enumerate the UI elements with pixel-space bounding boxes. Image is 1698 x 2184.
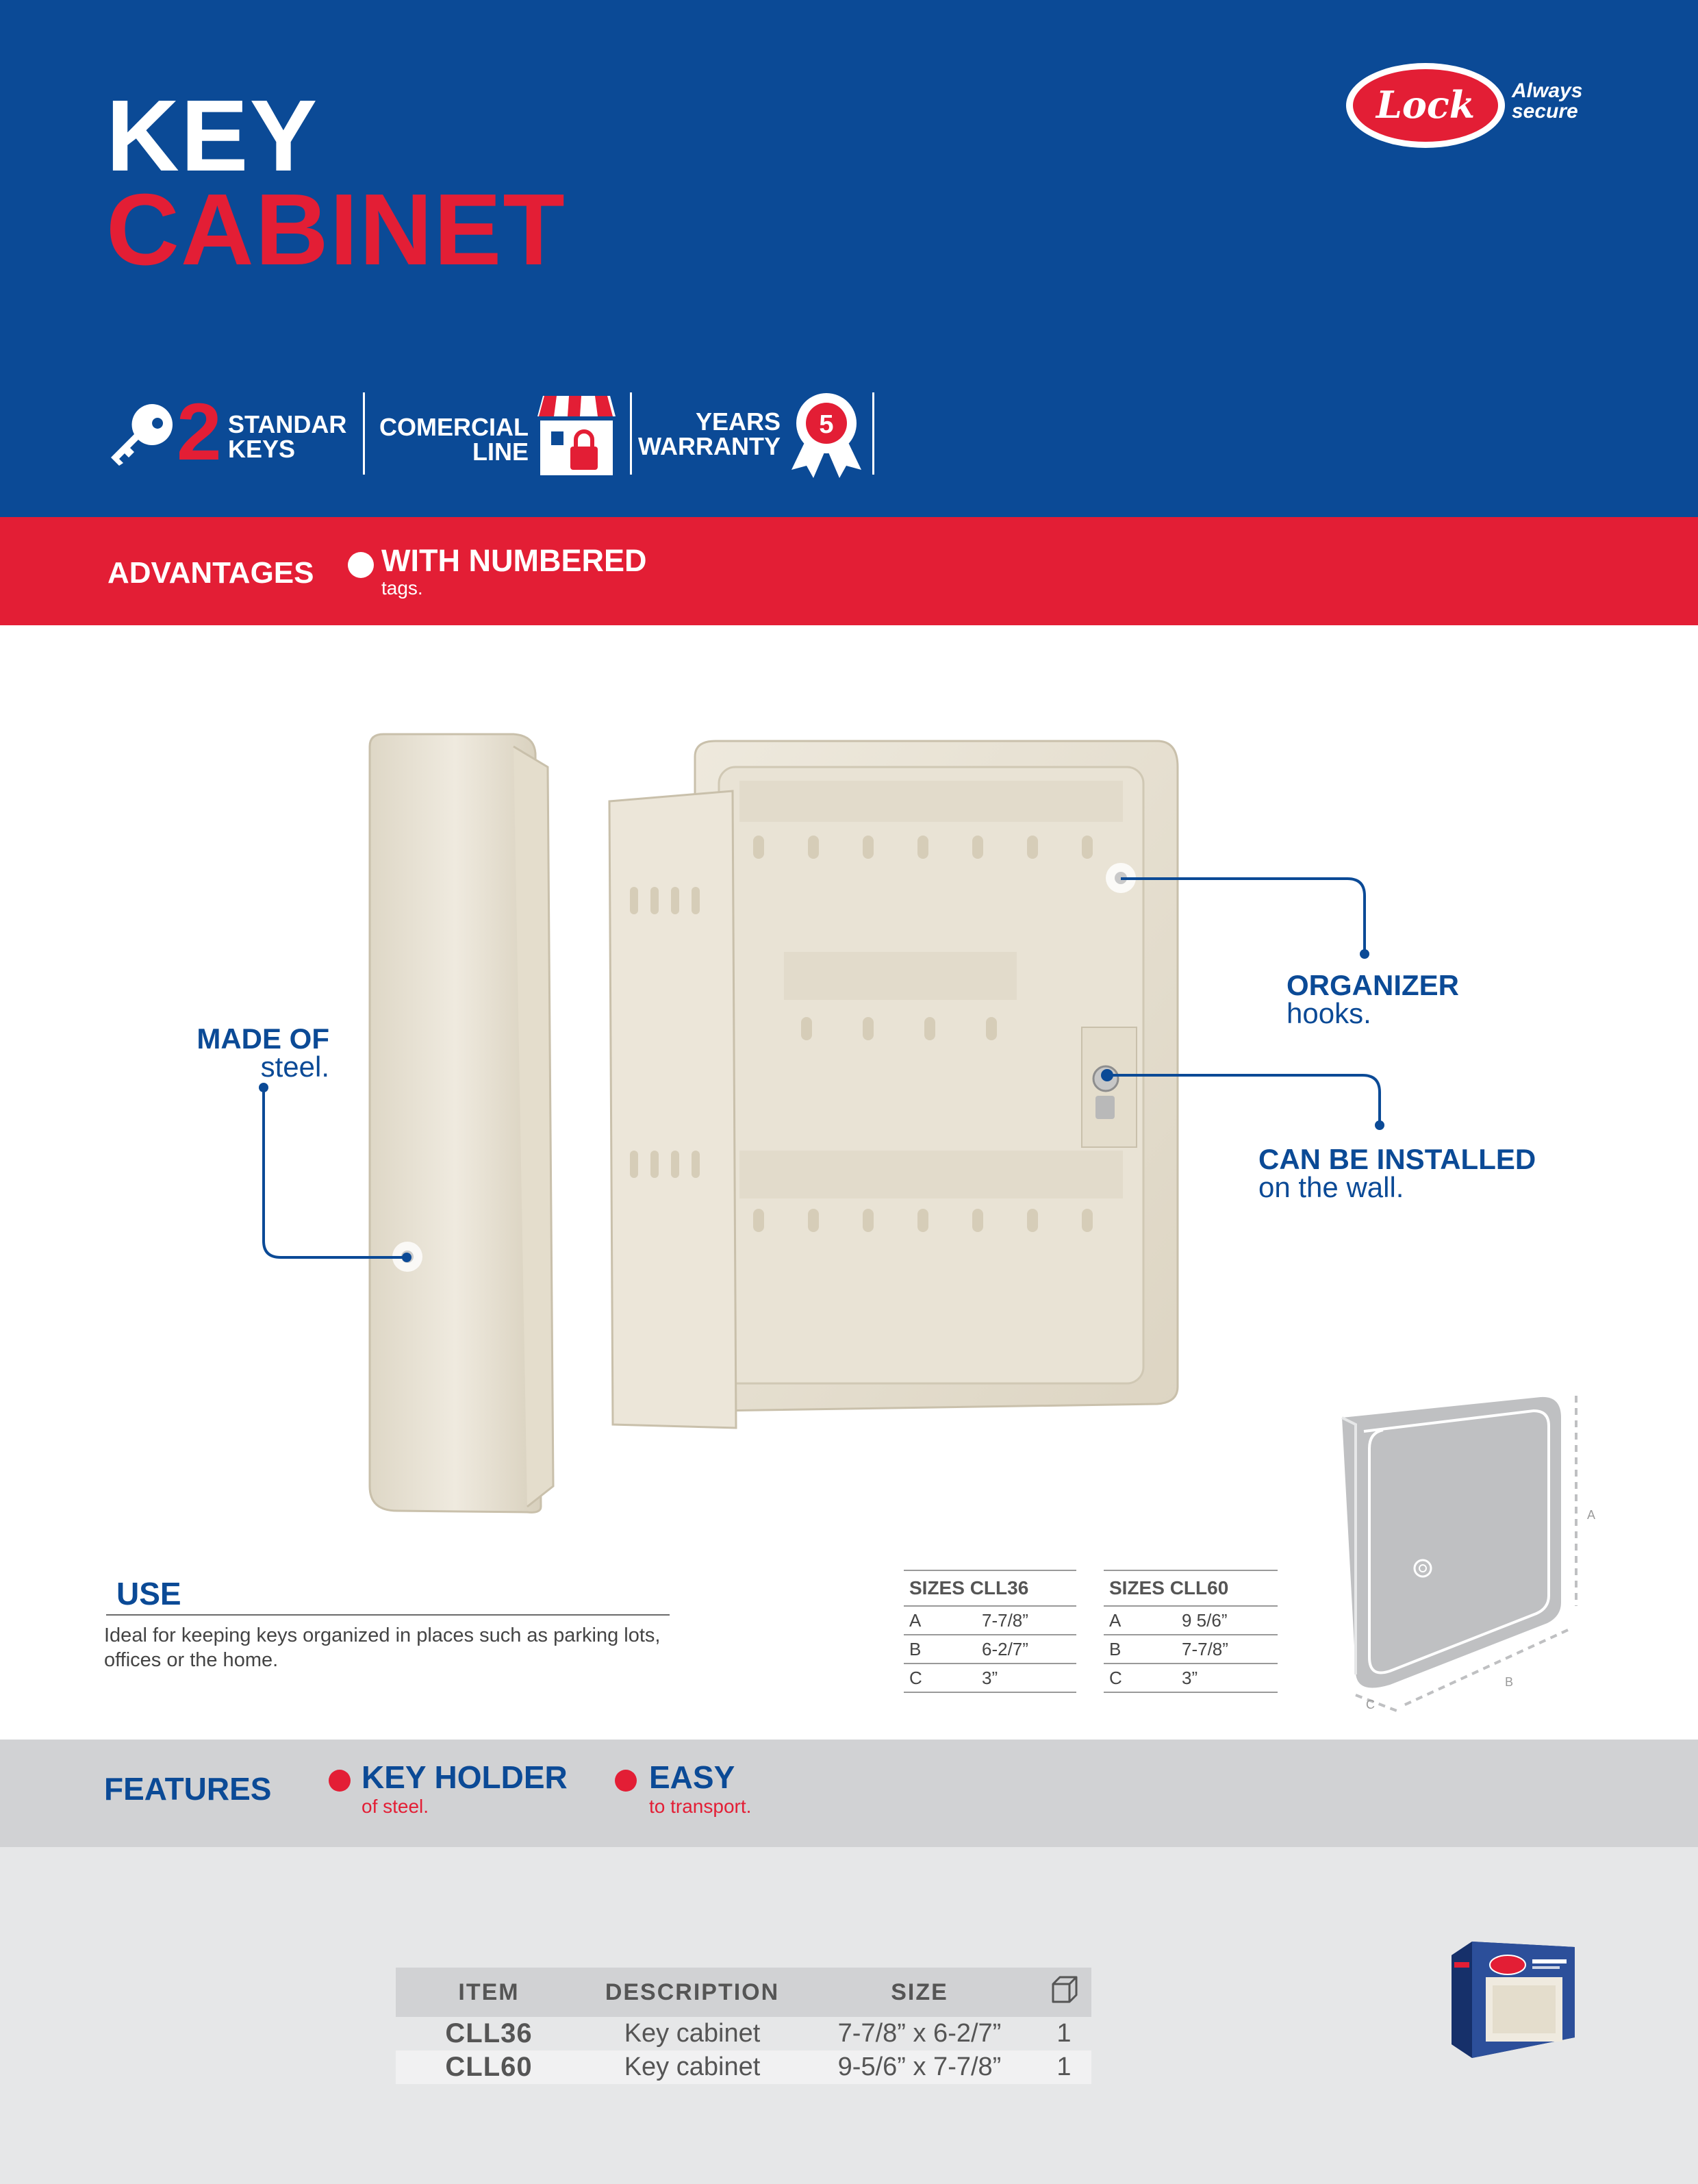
warranty-label-line2: WARRANTY	[638, 432, 781, 460]
lock-logo	[1343, 60, 1508, 151]
item-description: Key cabinet	[624, 2019, 761, 2048]
logo-text: Lock	[1376, 83, 1475, 127]
tagline-line1: Always	[1512, 79, 1583, 102]
size-value: 9 5/6”	[1176, 1606, 1278, 1635]
commercial-label	[378, 415, 529, 464]
feature-item-subtitle: to transport.	[649, 1796, 752, 1817]
feature-item-title: EASY	[649, 1759, 735, 1795]
item-table	[396, 1968, 1091, 2084]
col-header-description: DESCRIPTION	[582, 1968, 802, 2017]
store-icon	[536, 390, 617, 478]
callout-install-title: CAN BE INSTALLED	[1258, 1143, 1536, 1175]
table-row	[396, 2017, 1091, 2050]
warranty-label-line1: YEARS	[695, 407, 781, 436]
bullet-icon	[348, 552, 374, 578]
badge-divider	[363, 392, 365, 475]
size-dimension: C	[904, 1664, 976, 1692]
features-label: FEATURES	[104, 1771, 272, 1807]
keys-label-line1: STANDAR	[228, 410, 347, 438]
item-description: Key cabinet	[582, 2050, 802, 2084]
advantage-item-title: WITH NUMBERED	[381, 543, 647, 578]
table-row	[396, 2050, 1091, 2084]
callout-organizer-title: ORGANIZER	[1287, 969, 1459, 1001]
col-header-item: ITEM	[396, 1968, 582, 2017]
item-code: CLL36	[445, 2018, 533, 2048]
keys-count: 2	[177, 387, 222, 477]
dimension-diagram	[1328, 1383, 1602, 1726]
item-size: 7-7/8” x 6-2/7”	[837, 2019, 1002, 2048]
item-qty: 1	[1037, 2050, 1091, 2084]
box-icon	[1049, 1974, 1079, 2005]
dimension-label-b: B	[1505, 1675, 1514, 1689]
advantage-item-subtitle: tags.	[381, 577, 423, 599]
warranty-label	[638, 407, 781, 460]
callout-organizer	[1287, 971, 1459, 1027]
size-dimension: A	[904, 1606, 976, 1635]
col-header-size: SIZE	[802, 1968, 1037, 2017]
item-qty: 1	[1056, 2019, 1072, 2048]
callout-made-of-subtitle: steel.	[260, 1051, 329, 1083]
callout-install-subtitle: on the wall.	[1258, 1171, 1404, 1203]
page-title-line2: CABINET	[106, 173, 566, 286]
tagline-line2: secure	[1512, 100, 1578, 123]
col-header-qty	[1037, 1968, 1091, 2017]
size-dimension: A	[1104, 1606, 1176, 1635]
keys-label	[228, 412, 346, 462]
sizes-table-title: SIZES CLL60	[1104, 1570, 1278, 1606]
size-value: 6-2/7”	[976, 1635, 1076, 1664]
feature-item-subtitle: of steel.	[362, 1796, 429, 1817]
sizes-table-cll36	[904, 1570, 1076, 1693]
dimension-label-a: A	[1587, 1508, 1596, 1522]
packaging-box-image	[1445, 1935, 1582, 2072]
brand-tagline	[1512, 81, 1582, 122]
callout-organizer-subtitle: hooks.	[1287, 997, 1371, 1029]
advantages-label: ADVANTAGES	[107, 556, 314, 590]
size-dimension: B	[904, 1635, 976, 1664]
badge-divider	[630, 392, 632, 475]
callout-made-of-title: MADE OF	[197, 1022, 329, 1055]
sizes-table-title: SIZES CLL36	[904, 1570, 1076, 1606]
bullet-icon	[329, 1770, 351, 1792]
warranty-years: 5	[819, 410, 834, 439]
commercial-label-line2: LINE	[472, 438, 529, 466]
key-cabinet-image	[356, 726, 1191, 1520]
callout-install	[1258, 1145, 1536, 1201]
bullet-icon	[615, 1770, 637, 1792]
commercial-label-line1: COMERCIAL	[379, 413, 529, 441]
size-value: 3”	[976, 1664, 1076, 1692]
feature-item-title: KEY HOLDER	[362, 1759, 568, 1795]
use-divider	[106, 1614, 670, 1616]
size-dimension: C	[1104, 1664, 1176, 1692]
warranty-ribbon-icon	[786, 390, 867, 478]
keys-label-line2: KEYS	[228, 435, 296, 463]
badge-divider	[872, 392, 874, 475]
dimension-label-c: C	[1366, 1698, 1375, 1711]
key-icon	[110, 403, 178, 466]
size-value: 3”	[1176, 1664, 1278, 1692]
sizes-table-cll60	[1104, 1570, 1278, 1693]
size-value: 7-7/8”	[976, 1606, 1076, 1635]
use-title: USE	[116, 1576, 181, 1611]
item-code: CLL60	[396, 2050, 582, 2084]
item-size: 9-5/6” x 7-7/8”	[802, 2050, 1037, 2084]
page-title-line1: KEY	[106, 79, 319, 192]
use-description: Ideal for keeping keys organized in places such as parking lots, offices or the home.	[104, 1624, 661, 1671]
callout-made-of	[195, 1022, 329, 1083]
size-dimension: B	[1104, 1635, 1176, 1664]
size-value: 7-7/8”	[1176, 1635, 1278, 1664]
